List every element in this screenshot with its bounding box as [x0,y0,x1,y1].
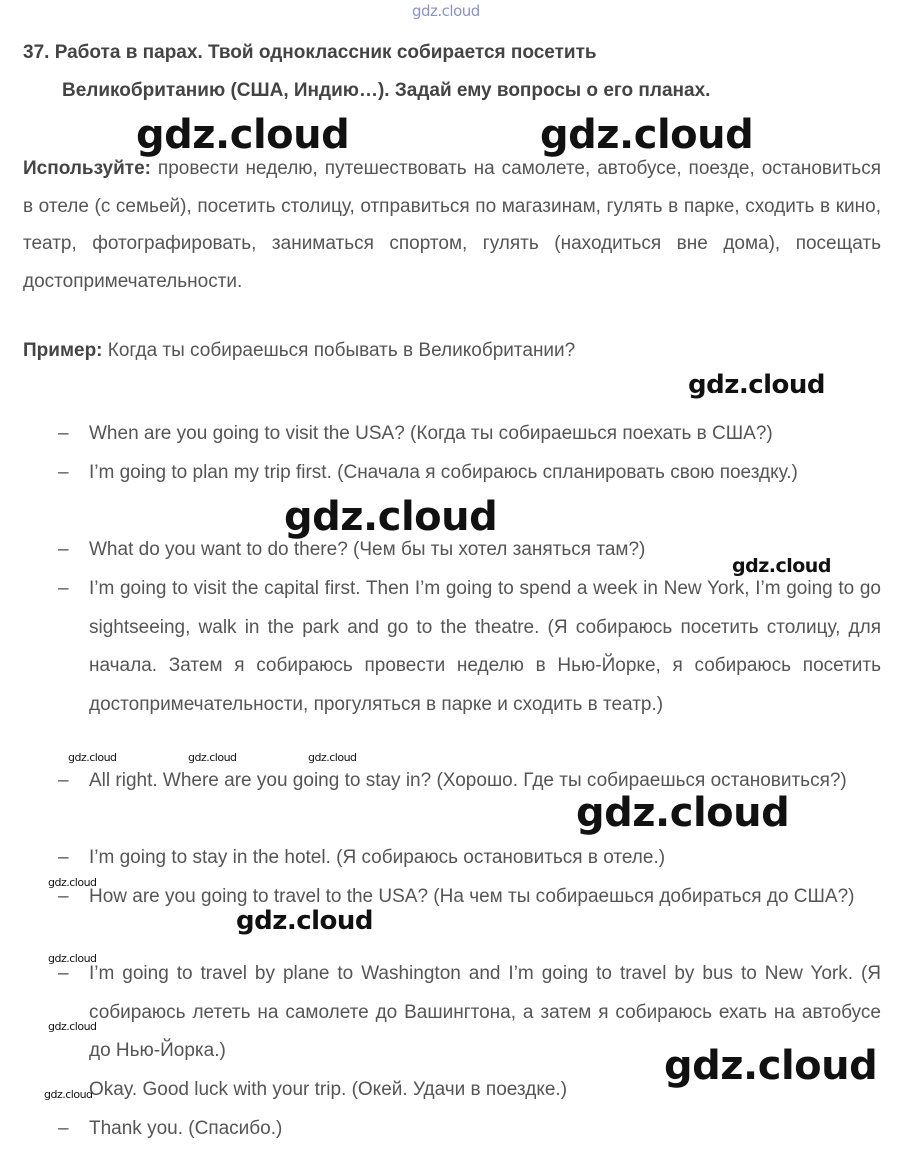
dialogue-line: What do you want to do there? (Чем бы ты хотел заняться там?) [89,539,646,560]
dash: – [58,847,69,868]
dash: – [58,886,69,907]
dialogue-line: Thank you. (Спасибо.) [89,1118,283,1139]
dash: – [58,539,69,560]
dash: – [58,578,69,599]
watermark: gdz.cloud [188,751,237,764]
exercise-title-line-1: 37. Работа в парах. Твой одноклассник собирается посетить [23,42,597,63]
dash: – [58,423,69,444]
dialogue-line: I’m going to stay in the hotel. (Я собираюсь остановиться в отеле.) [89,847,666,868]
use-label: Используйте: [23,158,151,179]
watermark: gdz.cloud [540,112,754,158]
use-text: провести неделю, путешествовать на самолете, автобусе, поезде, остановиться в отеле (с семьей), посетить столицу, отправиться по магазинам, гулять в парке, сходить в кино, театр, фотографировать, заниматься спортом, гулять (находиться вне дома), посещать достопримечательности. [23,158,881,292]
watermark: gdz.cloud [44,1088,93,1101]
watermark: gdz.cloud [308,751,357,764]
watermark: gdz.cloud [284,494,498,540]
watermark: gdz.cloud [732,555,831,577]
dash: – [58,1118,69,1139]
dialogue-line: All right. Where are you going to stay in? (Хорошо. Где ты собираешься остановиться?) [89,770,847,791]
watermark: gdz.cloud [48,952,97,965]
watermark: gdz.cloud [48,876,97,889]
watermark: gdz.cloud [48,1020,97,1033]
watermark: gdz.cloud [68,751,117,764]
watermark: gdz.cloud [664,1043,878,1089]
watermark: gdz.cloud [688,370,826,400]
watermark: gdz.cloud [412,2,480,20]
dialogue-line: When are you going to visit the USA? (Когда ты собираешься поехать в США?) [89,423,773,444]
example [23,340,575,362]
dash: – [58,462,69,483]
watermark: gdz.cloud [236,906,374,936]
exercise-title-line-2: Великобританию (США, Индию…). Задай ему вопросы о его планах. [62,80,711,101]
example-text: Когда ты собираешься побывать в Великобритании? [102,340,576,361]
dialogue-line: Okay. Good luck with your trip. (Окей. Удачи в поездке.) [89,1079,568,1100]
dash: – [58,963,69,984]
example-label: Пример: [23,340,103,361]
dash: – [58,770,69,791]
dialogue-line: How are you going to travel to the USA? (На чем ты собираешься добираться до США?) [89,886,855,907]
dialogue-line: I’m going to travel by plane to Washington and I’m going to travel by bus to New York. (Я собираюсь лететь на самолете до Вашингтона, а затем я собираюсь ехать на автобусе до Нью-Йорка.) [89,963,881,1061]
watermark: gdz.cloud [576,790,790,836]
use-paragraph [23,150,881,300]
watermark: gdz.cloud [136,112,350,158]
dialogue-line: I’m going to plan my trip first. (Сначала я собираюсь спланировать свою поездку.) [89,462,798,483]
dialogue-line: I’m going to visit the capital first. Then I’m going to spend a week in New York, I’m going to go sightseeing, walk in the park and go to the theatre. (Я собираюсь посетить столицу, для начала. Затем я собираюсь провести неделю в Нью-Йорке, я собираюсь посетить достопримечательности, прогуляться в парке и сходить в театр.) [89,578,881,715]
